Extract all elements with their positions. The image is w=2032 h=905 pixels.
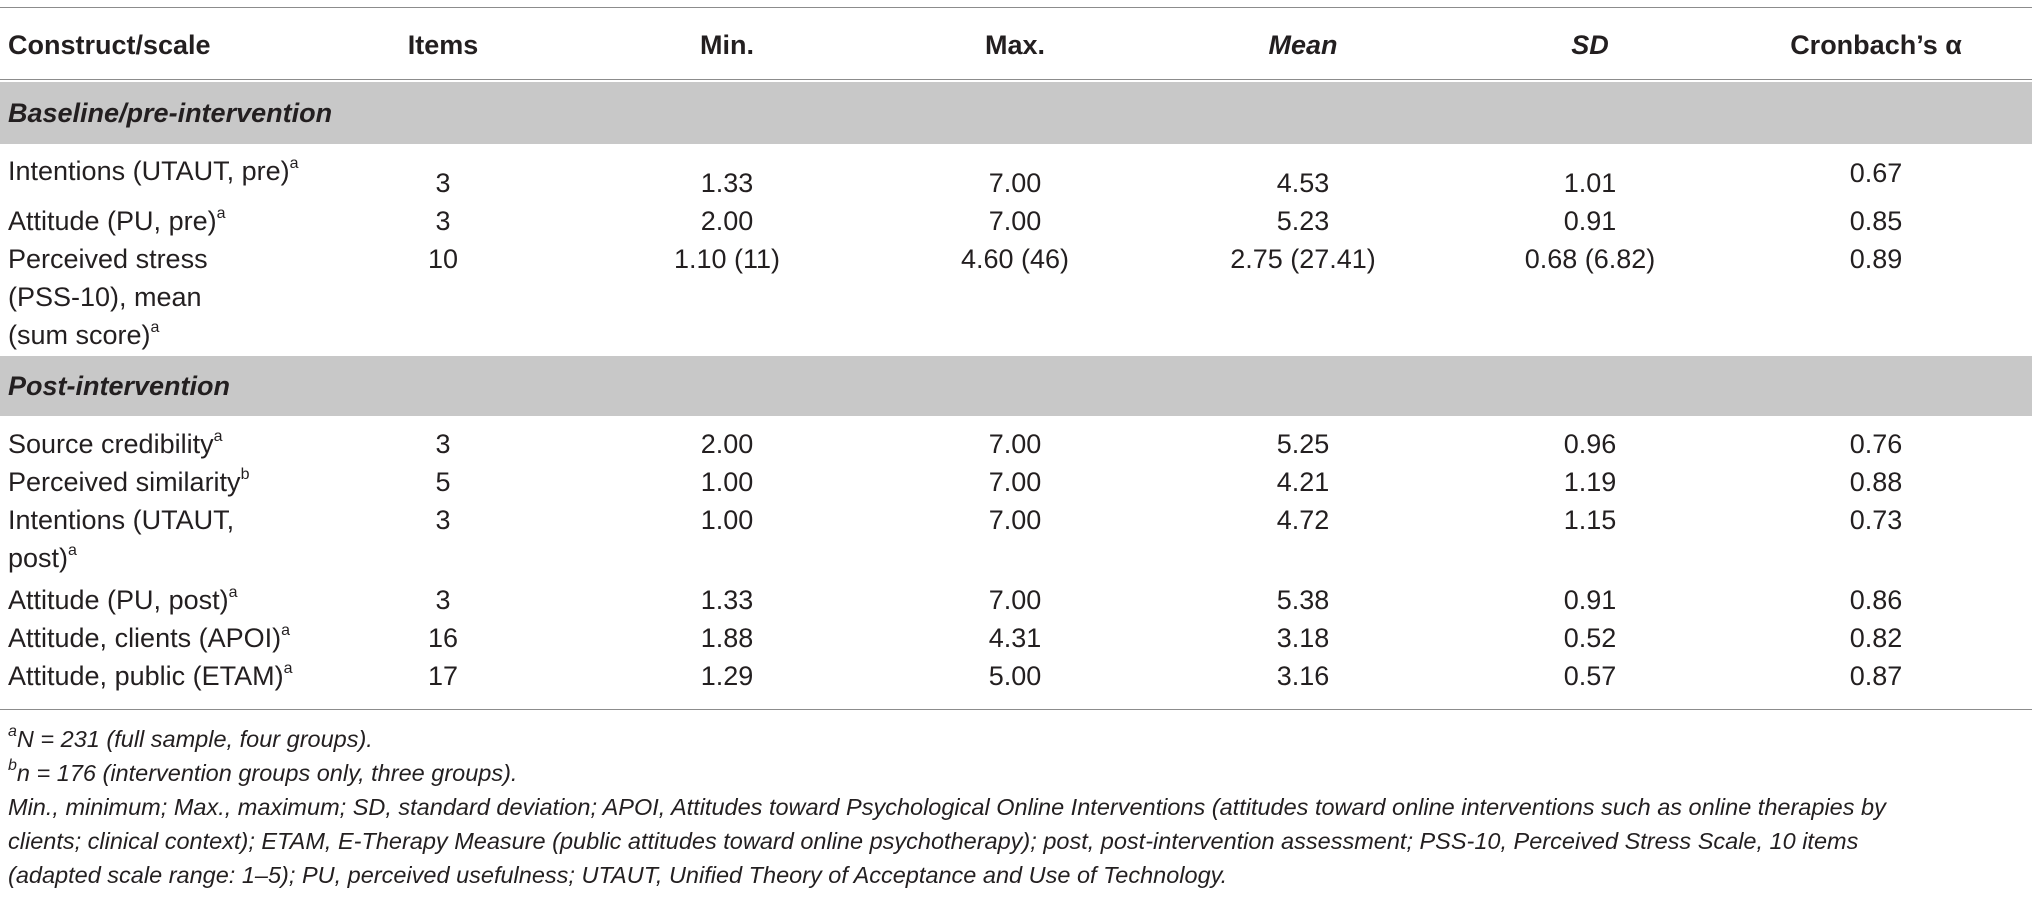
row-label-line: post)$^a$ xyxy=(8,542,77,573)
cell-mean: 3.16 xyxy=(1276,661,1330,691)
cell-mean: 5.25 xyxy=(1276,429,1330,459)
cell-items: 3 xyxy=(435,429,451,459)
abbreviations-line: (adapted scale range: 1–5); PU, perceived usefulness; UTAUT, Unified Theory of Acceptance and Use of Technology. xyxy=(8,862,1228,888)
row-label: Intentions (UTAUT, xyxy=(8,505,235,535)
cell-max: 7.00 xyxy=(988,505,1042,535)
cell-sd: 0.96 xyxy=(1563,429,1617,459)
cell-min: 1.00 xyxy=(700,505,754,535)
row-label: Intentions (UTAUT, pre)$^a$ xyxy=(8,155,299,186)
cell-max: 7.00 xyxy=(988,429,1042,459)
cell-items: 17 xyxy=(427,661,459,691)
cell-items: 10 xyxy=(427,244,459,274)
cell-mean: 4.53 xyxy=(1276,168,1330,198)
row-label: Attitude, public (ETAM)$^a$ xyxy=(8,660,293,691)
row-label: Perceived stress xyxy=(8,244,208,274)
cell-min: 1.00 xyxy=(700,467,754,497)
cell-alpha: 0.86 xyxy=(1849,585,1903,615)
footnote-b: $^b$n = 176 (intervention groups only, three groups). xyxy=(8,757,518,786)
cell-min: 1.33 xyxy=(700,168,754,198)
cell-min: 1.10 (11) xyxy=(673,244,781,274)
cell-mean: 5.38 xyxy=(1276,585,1330,615)
table-bottom-rule xyxy=(0,709,2032,710)
header-min: Min. xyxy=(700,30,754,60)
cell-items: 3 xyxy=(435,206,451,236)
cell-mean: 4.21 xyxy=(1276,467,1330,497)
cell-items: 3 xyxy=(435,168,451,198)
cell-mean: 3.18 xyxy=(1276,623,1330,653)
row-label: Attitude (PU, post)$^a$ xyxy=(8,584,238,615)
abbreviations-line: clients; clinical context); ETAM, E-Therapy Measure (public attitudes toward online psychotherapy); post, post-intervention assessment; PSS-10, Perceived Stress Scale, 10 items xyxy=(8,828,1859,854)
cell-max: 4.60 (46) xyxy=(960,244,1070,274)
cell-max: 7.00 xyxy=(988,168,1042,198)
cell-sd: 0.68 (6.82) xyxy=(1524,244,1656,274)
cell-items: 16 xyxy=(427,623,459,653)
cell-items: 5 xyxy=(435,467,451,497)
cell-min: 1.88 xyxy=(700,623,754,653)
cell-sd: 0.91 xyxy=(1563,206,1617,236)
table-footnotes xyxy=(8,722,2018,892)
cell-items: 3 xyxy=(435,505,451,535)
cell-min: 1.29 xyxy=(700,661,754,691)
cell-alpha: 0.67 xyxy=(1849,158,1903,188)
cell-sd: 1.19 xyxy=(1563,467,1617,497)
cell-items: 3 xyxy=(435,585,451,615)
row-label: Perceived similarity$^b$ xyxy=(8,466,250,497)
row-label-line: (PSS-10), mean xyxy=(8,282,202,312)
cell-sd: 0.52 xyxy=(1563,623,1617,653)
cell-sd: 0.91 xyxy=(1563,585,1617,615)
section-band-baseline xyxy=(0,82,2032,144)
row-label-line: (sum score)$^a$ xyxy=(8,319,160,350)
cell-mean: 4.72 xyxy=(1276,505,1330,535)
header-items: Items xyxy=(407,30,479,60)
cell-alpha: 0.89 xyxy=(1849,244,1903,274)
header-construct-scale: Construct/scale xyxy=(8,30,211,60)
header-sd: SD xyxy=(1571,30,1609,60)
section-title-baseline: Baseline/pre-intervention xyxy=(8,98,333,128)
cell-min: 1.33 xyxy=(700,585,754,615)
cell-min: 2.00 xyxy=(700,206,754,236)
row-label: Attitude (PU, pre)$^a$ xyxy=(8,205,226,236)
cell-min: 2.00 xyxy=(700,429,754,459)
cell-alpha: 0.87 xyxy=(1849,661,1903,691)
cell-alpha: 0.73 xyxy=(1849,505,1903,535)
table-top-rule xyxy=(0,7,2032,8)
cell-max: 7.00 xyxy=(988,467,1042,497)
cell-alpha: 0.88 xyxy=(1849,467,1903,497)
row-label: Source credibility$^a$ xyxy=(8,428,223,459)
header-cronbachs-alpha: Cronbach’s α xyxy=(1790,30,1962,60)
cell-alpha: 0.76 xyxy=(1849,429,1903,459)
cell-alpha: 0.82 xyxy=(1849,623,1903,653)
cell-mean: 2.75 (27.41) xyxy=(1230,244,1376,274)
cell-sd: 0.57 xyxy=(1563,661,1617,691)
header-rule xyxy=(0,79,2032,80)
row-label: Attitude, clients (APOI)$^a$ xyxy=(8,622,291,653)
section-title-post: Post-intervention xyxy=(8,371,231,401)
cell-sd: 1.15 xyxy=(1563,505,1617,535)
cell-mean: 5.23 xyxy=(1276,206,1330,236)
cell-max: 5.00 xyxy=(988,661,1042,691)
header-mean: Mean xyxy=(1268,30,1338,60)
section-band-post xyxy=(0,356,2032,416)
cell-alpha: 0.85 xyxy=(1849,206,1903,236)
abbreviations-line: Min., minimum; Max., maximum; SD, standard deviation; APOI, Attitudes toward Psychological Online Interventions (attitudes toward online interventions such as online therapies by xyxy=(8,794,1886,820)
footnote-a: $^a$N = 231 (full sample, four groups). xyxy=(8,723,373,752)
cell-max: 4.31 xyxy=(988,623,1042,653)
header-max: Max. xyxy=(984,30,1046,60)
cell-max: 7.00 xyxy=(988,206,1042,236)
cell-sd: 1.01 xyxy=(1563,168,1617,198)
cell-max: 7.00 xyxy=(988,585,1042,615)
